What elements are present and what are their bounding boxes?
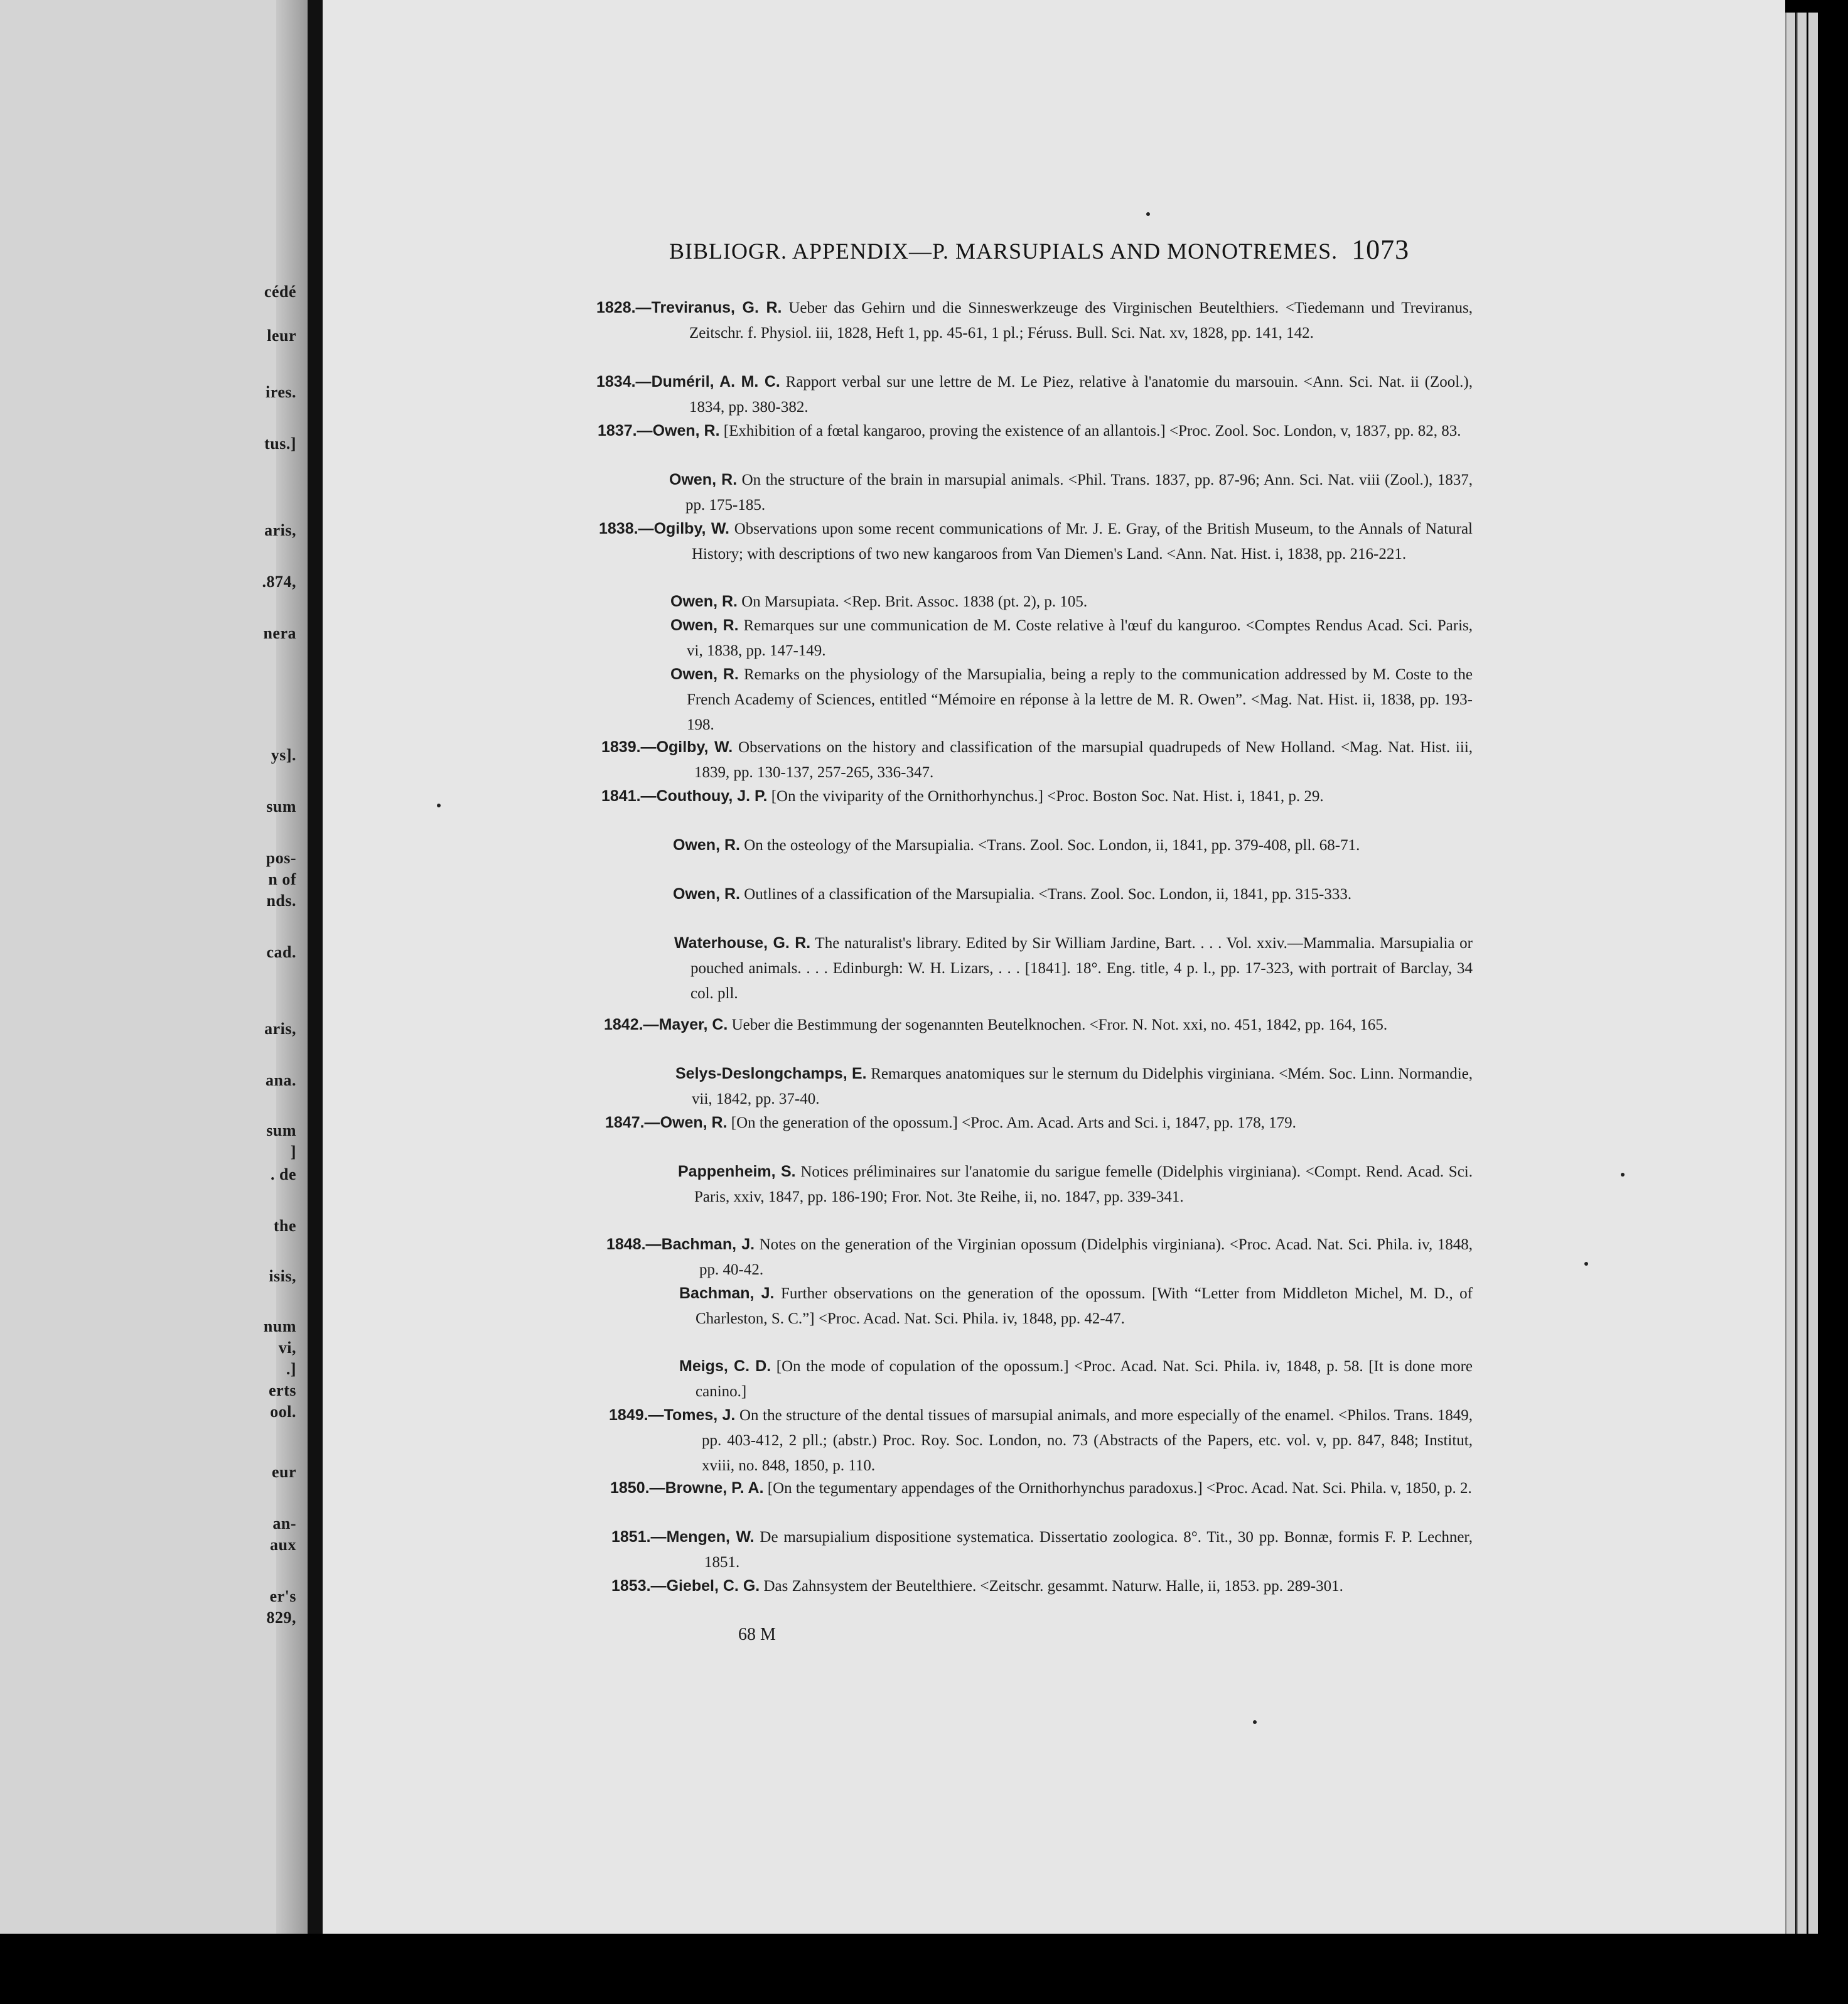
bibliography-entry	[670, 662, 1473, 738]
left-page-fragment: ys].	[271, 746, 296, 764]
left-page-fragment: ool.	[270, 1403, 296, 1421]
bibliography-entry	[605, 1110, 1473, 1136]
bibliography-entry	[611, 1524, 1473, 1575]
entry-author: Pappenheim, S.	[678, 1163, 796, 1180]
entry-author: Couthouy, J. P.	[656, 787, 768, 805]
entry-citation: [On the generation of the opossum.] <Proc. Am. Acad. Arts and Sci. i, 1847, pp. 178, 179.	[731, 1114, 1296, 1131]
entry-citation: On the osteology of the Marsupialia. <Trans. Zool. Soc. London, ii, 1841, pp. 379-408, pll. 68-71.	[744, 837, 1360, 854]
left-page-fragment: ana.	[266, 1071, 296, 1089]
entry-author: Bachman, J.	[679, 1285, 775, 1302]
bibliography-entry	[601, 784, 1473, 809]
entry-author: Tomes, J.	[663, 1406, 736, 1424]
left-page-fragment: .874,	[262, 573, 296, 591]
entry-citation: On the structure of the brain in marsupial animals. <Phil. Trans. 1837, pp. 87-96; Ann. Sci. Nat. viii (Zool.), 1837, pp. 175-185.	[685, 471, 1473, 514]
entry-citation: Observations upon some recent communications of Mr. J. E. Gray, of the British Museum, to the Annals of Natural History; with descriptions of two new kangaroos from Van Diemen's Land. <Ann. Nat. Hist. i, 1838, pp. 216-221.	[692, 520, 1473, 563]
left-page-fragment: tus.]	[264, 434, 296, 453]
entry-year: 1850.—	[610, 1479, 665, 1497]
entry-citation: Observations on the history and classification of the marsupial quadrupeds of New Holland. <Mag. Nat. Hist. iii, 1839, pp. 130-137, 257-265, 336-347.	[694, 739, 1473, 781]
left-page-fragment: pos-	[266, 849, 296, 867]
entry-citation: Das Zahnsystem der Beutelthiere. <Zeitschr. gesammt. Naturw. Halle, ii, 1853. pp. 289-301.	[763, 1578, 1343, 1595]
entry-citation: Rapport verbal sur une lettre de M. Le Piez, relative à l'anatomie du marsouin. <Ann. Sci. Nat. ii (Zool.), 1834, pp. 380-382.	[689, 374, 1473, 416]
running-header	[669, 234, 1409, 266]
entry-author: Waterhouse, G. R.	[674, 934, 811, 952]
bibliography-entry	[598, 418, 1473, 444]
entry-author: Selys-Deslongchamps, E.	[675, 1065, 867, 1082]
speck	[437, 804, 441, 807]
left-page-fragment: ]	[290, 1143, 296, 1161]
entry-author: Ogilby, W.	[656, 738, 733, 756]
entry-citation: Further observations on the generation of the opossum. [With “Letter from Middleton Michel, M. D., of Charleston, S. C.”] <Proc. Acad. Nat. Sci. Phila. iv, 1848, pp. 42-47.	[696, 1285, 1473, 1327]
bibliography-entry	[670, 589, 1473, 615]
page-edge	[1808, 13, 1818, 1934]
left-page-fragment: erts	[269, 1381, 296, 1399]
left-page-fragment: .]	[286, 1360, 296, 1378]
entry-author: Meigs, C. D.	[679, 1357, 771, 1375]
entry-author: Browne, P. A.	[665, 1479, 764, 1497]
entry-author: Duméril, A. M. C.	[651, 373, 780, 391]
bibliography-entry	[678, 1159, 1473, 1210]
entry-citation: [On the tegumentary appendages of the Ornithorhynchus paradoxus.] <Proc. Acad. Nat. Sci. Phila. v, 1850, p. 2.	[767, 1480, 1472, 1497]
entry-author: Owen, R.	[670, 593, 738, 610]
left-page-fragment: vi,	[278, 1339, 296, 1357]
speck	[1146, 212, 1150, 216]
entry-citation: Notes on the generation of the Virginian opossum (Didelphis virginiana). <Proc. Acad. Nat. Sci. Phila. iv, 1848, pp. 40-42.	[699, 1236, 1473, 1278]
bibliography-entry	[673, 881, 1473, 907]
entry-year: 1837.—	[598, 422, 653, 439]
left-page-fragment: aris,	[264, 521, 296, 539]
entry-year: 1838.—	[599, 520, 654, 537]
entry-citation: Outlines of a classification of the Marsupialia. <Trans. Zool. Soc. London, ii, 1841, pp. 315-333.	[744, 886, 1352, 903]
left-page-fragment: ires.	[266, 383, 296, 401]
bibliography-entry	[673, 832, 1473, 858]
entry-author: Treviranus, G. R.	[651, 299, 782, 316]
entry-author: Owen, R.	[660, 1114, 728, 1131]
entry-citation: Remarks on the physiology of the Marsupialia, being a reply to the communication addressed by M. Coste to the French Academy of Sciences, entitled “Mémoire en réponse à la lettre de M. R. Owen”. <Mag. Nat. Hist. ii, 1838, pp. 193-198.	[687, 666, 1473, 733]
signature-mark: 68 M	[738, 1625, 776, 1644]
header-title: BIBLIOGR. APPENDIX—P. MARSUPIALS AND MONOTREMES.	[669, 239, 1338, 264]
left-page	[0, 0, 308, 1934]
entry-year: 1849.—	[609, 1406, 664, 1424]
entry-author: Owen, R.	[670, 665, 739, 683]
entry-author: Mengen, W.	[666, 1528, 755, 1546]
bibliography-entry	[674, 930, 1473, 1006]
entry-citation: On Marsupiata. <Rep. Brit. Assoc. 1838 (pt. 2), p. 105.	[741, 593, 1088, 610]
entry-year: 1853.—	[611, 1577, 667, 1595]
entry-citation: Remarques anatomiques sur le sternum du Didelphis virginiana. <Mém. Soc. Linn. Normandie, vii, 1842, pp. 37-40.	[692, 1065, 1473, 1107]
bibliography-entry	[606, 1232, 1473, 1283]
left-page-fragment: num	[263, 1317, 296, 1335]
left-page-fragment: an-	[272, 1514, 296, 1533]
bibliography-entry	[596, 295, 1473, 346]
entry-author: Owen, R.	[669, 471, 738, 488]
entry-citation: Ueber das Gehirn und die Sinneswerkzeuge des Virginischen Beutelthiers. <Tiedemann und Treviranus, Zeitschr. f. Physiol. iii, 1828, Heft 1, pp. 45-61, 1 pl.; Féruss. Bull. Sci. Nat. xv, 1828, pp. 141, 142.	[689, 299, 1473, 342]
entry-author: Owen, R.	[673, 836, 740, 854]
entry-year: 1848.—	[606, 1236, 662, 1253]
page-edge	[1797, 13, 1807, 1934]
page-number: 1073	[1351, 234, 1410, 265]
left-page-fragment: cad.	[266, 943, 296, 961]
entry-author: Owen, R.	[652, 422, 720, 439]
left-page-fragment: aris,	[264, 1020, 296, 1038]
left-page-fragment: leur	[267, 326, 296, 345]
left-page-fragment: n of	[268, 870, 296, 888]
bibliography-entry	[596, 369, 1473, 420]
left-page-fragment: sum	[266, 1121, 296, 1139]
entry-year: 1834.—	[596, 373, 652, 391]
entry-year: 1841.—	[601, 787, 657, 805]
entry-citation: On the structure of the dental tissues of marsupial animals, and more especially of the enamel. <Philos. Trans. 1849, pp. 403-412, 2 pll.; (abstr.) Proc. Roy. Soc. London, no. 73 (Abstracts of the Papers, etc. vol. v, pp. 847, 848; Institut, xviii, no. 848, 1850, p. 110.	[702, 1407, 1473, 1474]
left-page-fragment: eur	[271, 1463, 296, 1481]
entry-citation: Ueber die Bestimmung der sogenannten Beutelknochen. <Fror. N. Not. xxi, no. 451, 1842, pp. 164, 165.	[731, 1016, 1388, 1033]
speck	[1621, 1173, 1625, 1177]
bibliography-entry	[669, 467, 1473, 518]
bibliography-entry	[599, 516, 1473, 567]
page-edge	[1785, 13, 1795, 1934]
left-page-fragment: isis,	[269, 1267, 296, 1285]
bibliography-entry	[601, 735, 1473, 785]
bibliography-entry	[670, 613, 1473, 664]
entry-citation: Notices préliminaires sur l'anatomie du sarigue femelle (Didelphis virginiana). <Compt. Rend. Acad. Sci. Paris, xxiv, 1847, pp. 186-190; Fror. Not. 3te Reihe, ii, no. 1847, pp. 339-341.	[694, 1163, 1473, 1205]
book-spine	[308, 0, 323, 1934]
bibliography-entry	[609, 1403, 1473, 1479]
bibliography-entry	[679, 1281, 1473, 1332]
left-page-fragment: nds.	[266, 892, 296, 910]
bibliography-entry	[604, 1012, 1473, 1038]
left-page-fragment: cédé	[264, 283, 296, 301]
left-page-fragment: the	[273, 1217, 296, 1235]
entry-year: 1842.—	[604, 1016, 659, 1033]
left-page-fragment: aux	[270, 1536, 296, 1554]
entry-citation: The naturalist's library. Edited by Sir William Jardine, Bart. . . . Vol. xxiv.—Mammalia. Marsupialia or pouched animals. . . . Edinburgh: W. H. Lizars, . . . [1841]. 18°. Eng. title, 4 p. l., pp. 17-323, with portrait of Barclay, 34 col. pll.	[690, 935, 1473, 1002]
entry-author: Bachman, J.	[661, 1236, 755, 1253]
speck	[1253, 1720, 1257, 1724]
scan-border	[0, 1934, 1848, 2004]
left-page-fragment: . de	[271, 1165, 296, 1183]
left-page-fragment: nera	[263, 624, 296, 642]
entry-author: Ogilby, W.	[653, 520, 729, 537]
bibliography-entry	[675, 1061, 1473, 1112]
entry-year: 1839.—	[601, 738, 657, 756]
entry-year: 1847.—	[605, 1114, 660, 1131]
left-page-fragment: er's	[269, 1587, 296, 1605]
entry-citation: Remarques sur une communication de M. Coste relative à l'œuf du kanguroo. <Comptes Rendus Acad. Sci. Paris, vi, 1838, pp. 147-149.	[687, 617, 1473, 659]
left-page-fragment: 829,	[266, 1608, 296, 1627]
bibliography-entry	[610, 1475, 1473, 1501]
entry-citation: [On the mode of copulation of the opossum.] <Proc. Acad. Nat. Sci. Phila. iv, 1848, p. 58. [It is done more canino.]	[696, 1358, 1473, 1400]
bibliography-entry	[679, 1354, 1473, 1404]
entry-author: Giebel, C. G.	[666, 1577, 760, 1595]
left-page-fragment: sum	[266, 797, 296, 816]
speck	[1584, 1262, 1588, 1266]
entry-citation: [On the viviparity of the Ornithorhynchus.] <Proc. Boston Soc. Nat. Hist. i, 1841, p. 29.	[771, 788, 1324, 805]
entry-citation: [Exhibition of a fœtal kangaroo, proving the existence of an allantois.] <Proc. Zool. Soc. London, v, 1837, pp. 82, 83.	[723, 423, 1461, 439]
entry-citation: De marsupialium dispositione systematica. Dissertatio zoologica. 8°. Tit., 30 pp. Bonnæ, formis F. P. Lechner, 1851.	[704, 1529, 1473, 1571]
entry-year: 1851.—	[611, 1528, 667, 1546]
entry-author: Mayer, C.	[658, 1016, 728, 1033]
entry-author: Owen, R.	[670, 617, 739, 634]
entry-year: 1828.—	[596, 299, 652, 316]
bibliography-entry	[611, 1573, 1473, 1599]
entry-author: Owen, R.	[673, 885, 740, 903]
